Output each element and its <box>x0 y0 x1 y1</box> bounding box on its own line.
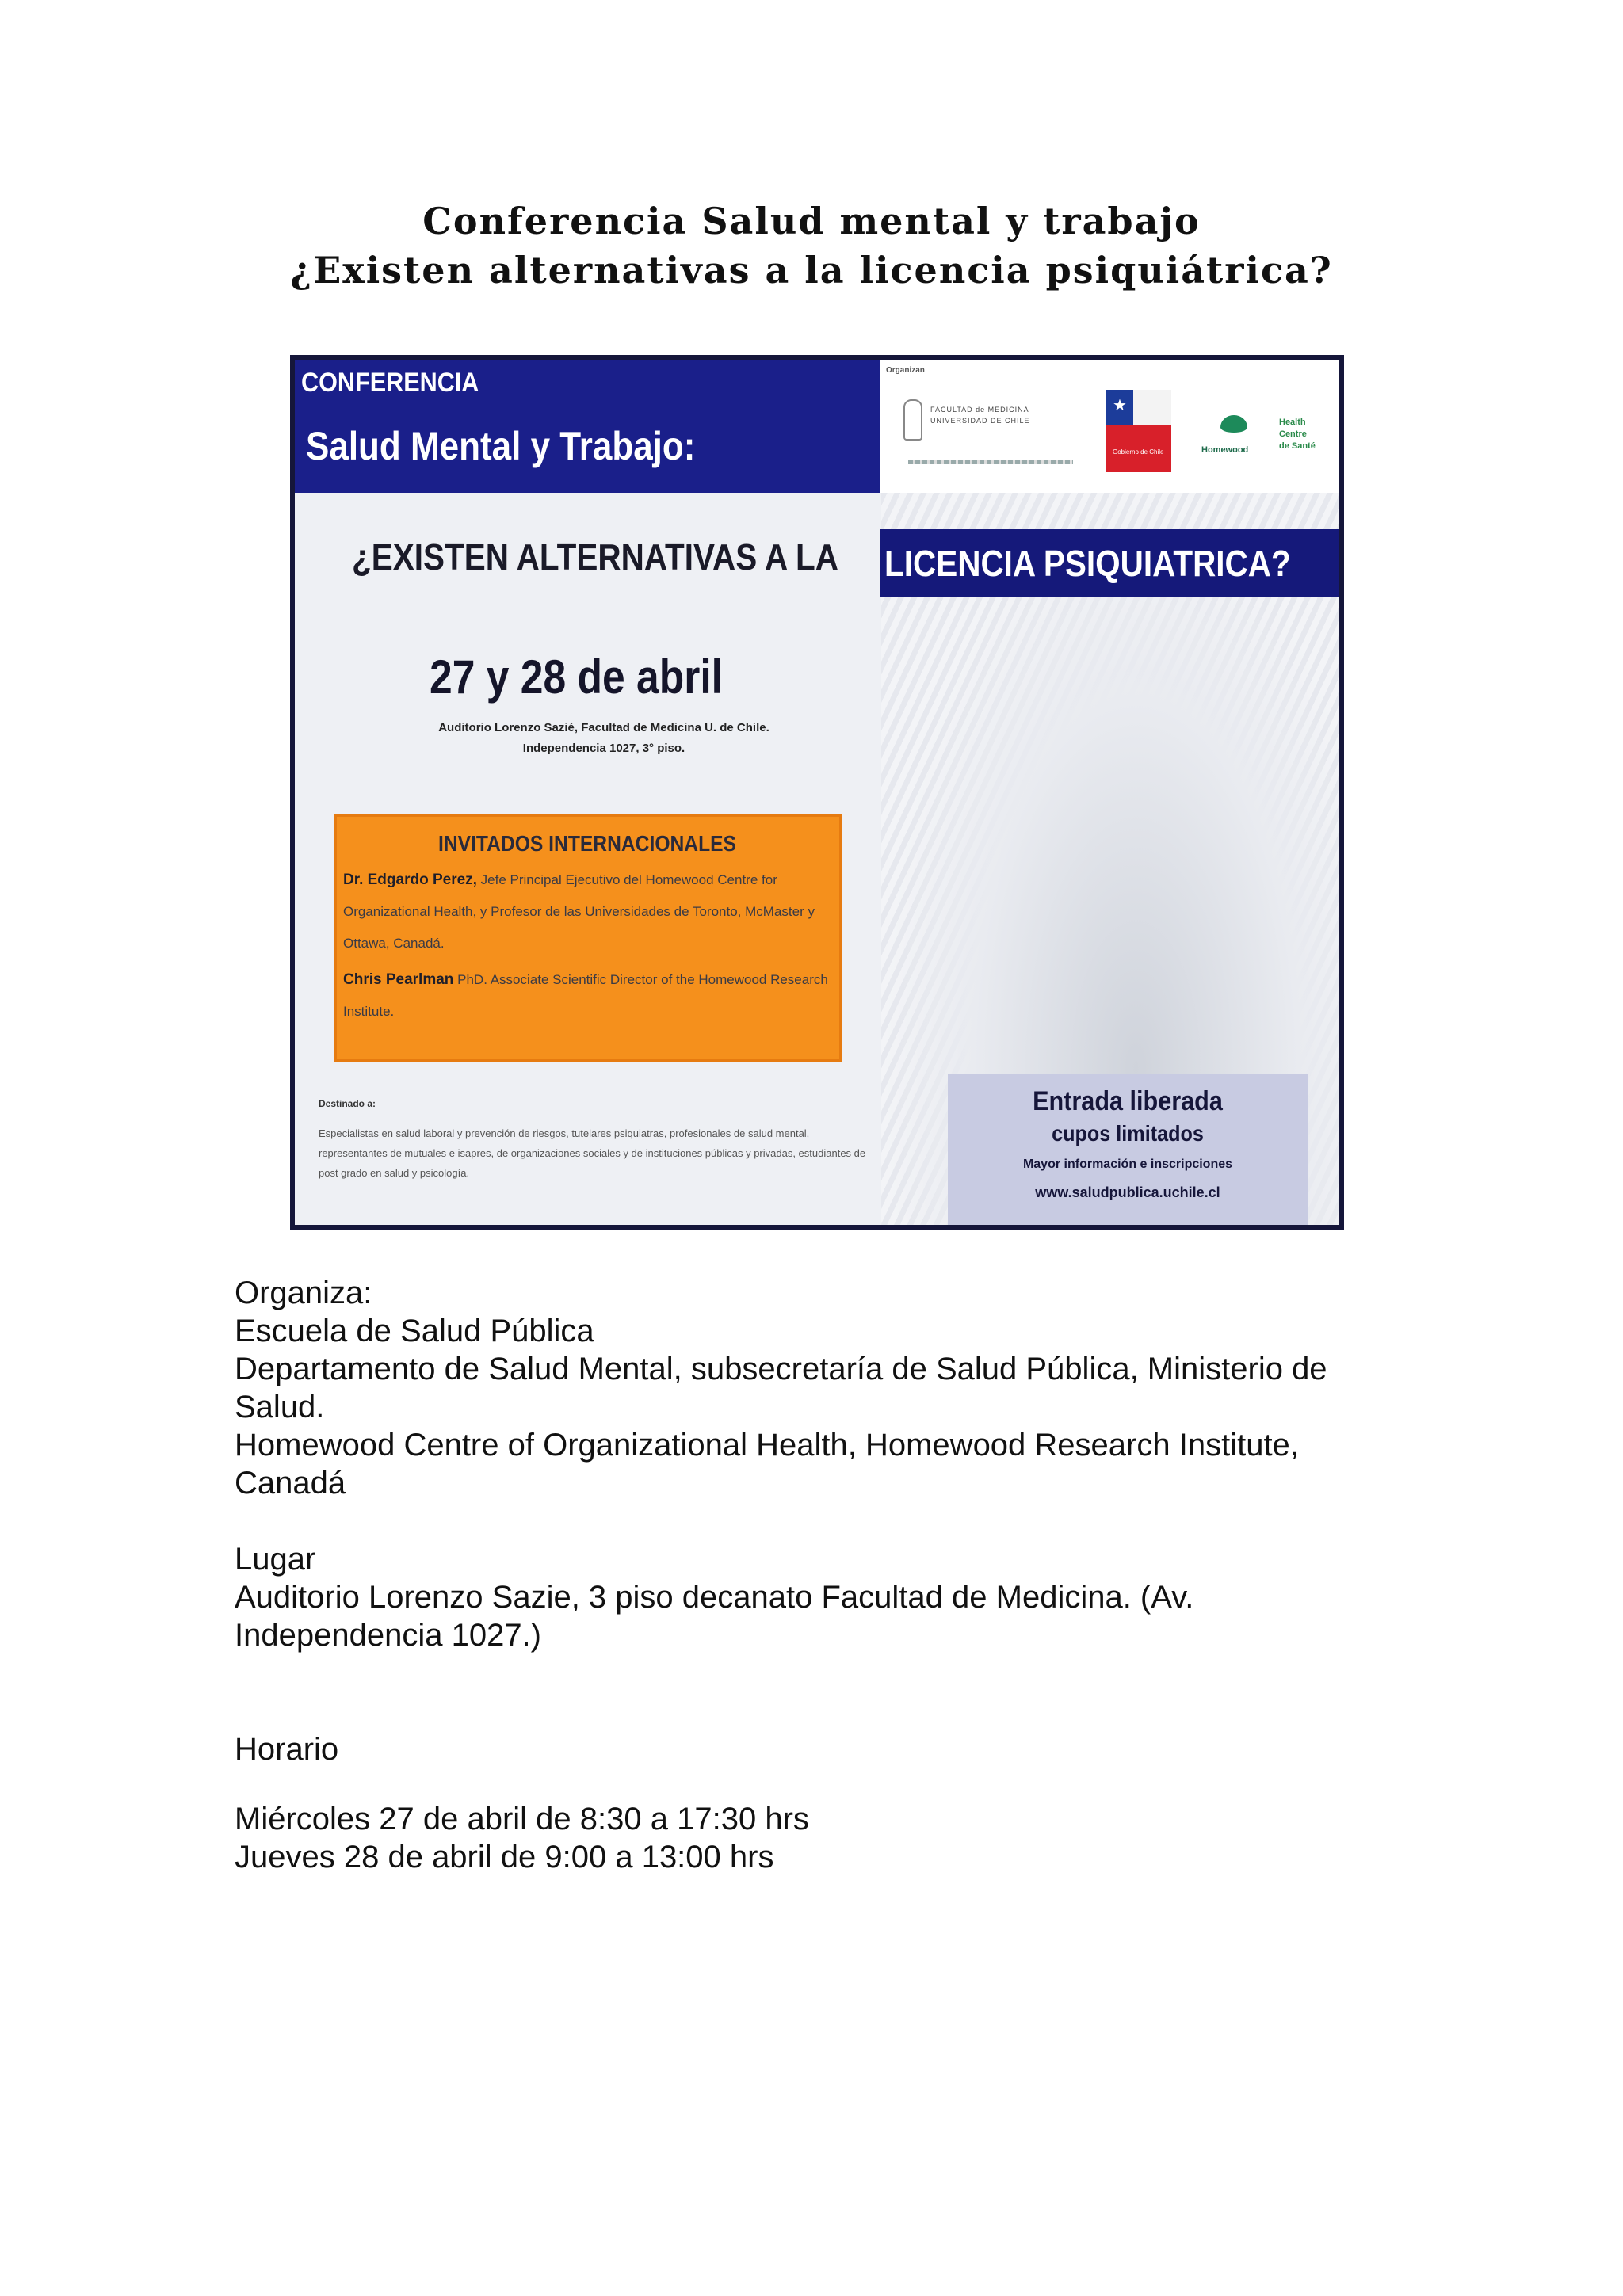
guests-title: INVITADOS INTERNACIONALES <box>437 831 737 856</box>
organiza-section <box>235 1274 1423 1502</box>
guest-description: Jefe Principal Ejecutivo del Homewood Centre for Organizational Health, y Profesor de las Universidades de Toronto, McMaster y Ottawa, Canadá. <box>343 872 815 951</box>
uchile-logo <box>903 395 1076 471</box>
organizer-item: Escuela de Salud Pública <box>235 1314 594 1348</box>
audience-text: Especialistas en salud laboral y prevención de riesgos, tutelares psiquiatras, profesionales de salud mental, representantes de mutuales e isapres, de organizaciones sociales y de instituciones públicas y privadas, estudiantes de post grado en salud y psicología. <box>319 1127 866 1179</box>
organizer-item: Homewood Centre of Organizational Health, Homewood Research Institute, <box>235 1428 1299 1463</box>
lugar-section <box>235 1540 1423 1654</box>
organizer-logos <box>880 360 1339 493</box>
lugar-label: Lugar <box>235 1542 316 1577</box>
audience-label: Destinado a: <box>319 1098 376 1109</box>
gobierno-logo-text: Gobierno de Chile <box>1113 448 1164 456</box>
entry-main: Entrada liberada <box>1033 1086 1223 1116</box>
poster-question: ¿EXISTEN ALTERNATIVAS A LA <box>352 536 838 578</box>
uchile-seal-icon <box>903 399 922 441</box>
conference-poster <box>290 355 1344 1230</box>
guest-name: Chris Pearlman <box>343 971 454 988</box>
horario-line: Jueves 28 de abril de 9:00 a 13:00 hrs <box>235 1840 774 1875</box>
audience-section <box>319 1098 873 1183</box>
leaf-icon <box>1220 415 1247 433</box>
organizer-item: Departamento de Salud Mental, subsecretaría de Salud Pública, Ministerio de <box>235 1352 1327 1386</box>
homewood-logo-text: Homewood <box>1201 445 1249 455</box>
horario-section <box>235 1730 1423 1876</box>
organizer-item-cont: Canadá <box>235 1466 346 1501</box>
lugar-line: Auditorio Lorenzo Sazie, 3 piso decanato Facultad de Medicina. (Av. <box>235 1580 1194 1615</box>
lugar-line: Independencia 1027.) <box>235 1618 541 1653</box>
entry-url: www.saludpublica.uchile.cl <box>1035 1184 1220 1200</box>
homewood-logo <box>1201 415 1273 479</box>
organiza-label: Organiza: <box>235 1276 372 1310</box>
organizers-label: Organizan <box>886 366 925 375</box>
guest-description: PhD. Associate Scientific Director of the Homewood Research Institute. <box>343 972 828 1019</box>
organizer-item-cont: Salud. <box>235 1390 325 1425</box>
guest-entry <box>343 864 831 959</box>
document-title <box>0 196 1623 295</box>
guest-name: Dr. Edgardo Perez, <box>343 871 477 888</box>
entry-sub: cupos limitados <box>1052 1121 1204 1146</box>
horario-label: Horario <box>235 1732 339 1767</box>
star-icon: ★ <box>1113 397 1127 414</box>
horario-line: Miércoles 27 de abril de 8:30 a 17:30 hrs <box>235 1802 809 1836</box>
health-centre-logo: Health Centre de Santé <box>1279 418 1316 451</box>
entry-info: Mayor información e inscripciones <box>1022 1158 1233 1171</box>
title-line-1: Conferencia Salud mental y trabajo <box>422 200 1201 242</box>
poster-dates: 27 y 28 de abril <box>430 650 724 704</box>
poster-question-highlight: LICENCIA PSIQUIATRICA? <box>880 529 1342 597</box>
poster-theme: Salud Mental y Trabajo: <box>306 424 696 468</box>
poster-header <box>295 360 880 493</box>
poster-label: CONFERENCIA <box>301 368 479 398</box>
uchile-logo-text: FACULTAD de MEDICINA UNIVERSIDAD DE CHILE <box>930 406 1030 425</box>
guest-entry <box>343 964 831 1028</box>
event-details <box>235 1274 1423 1876</box>
title-line-2: ¿Existen alternativas a la licencia psiquiátrica? <box>290 249 1333 292</box>
international-guests-box <box>334 814 842 1062</box>
gobierno-logo <box>1106 390 1171 472</box>
poster-venue: Auditorio Lorenzo Sazié, Facultad de Medicina U. de Chile. Independencia 1027, 3° piso. <box>438 721 769 755</box>
entry-box <box>948 1074 1308 1230</box>
uchile-logo-bar <box>908 460 1073 464</box>
